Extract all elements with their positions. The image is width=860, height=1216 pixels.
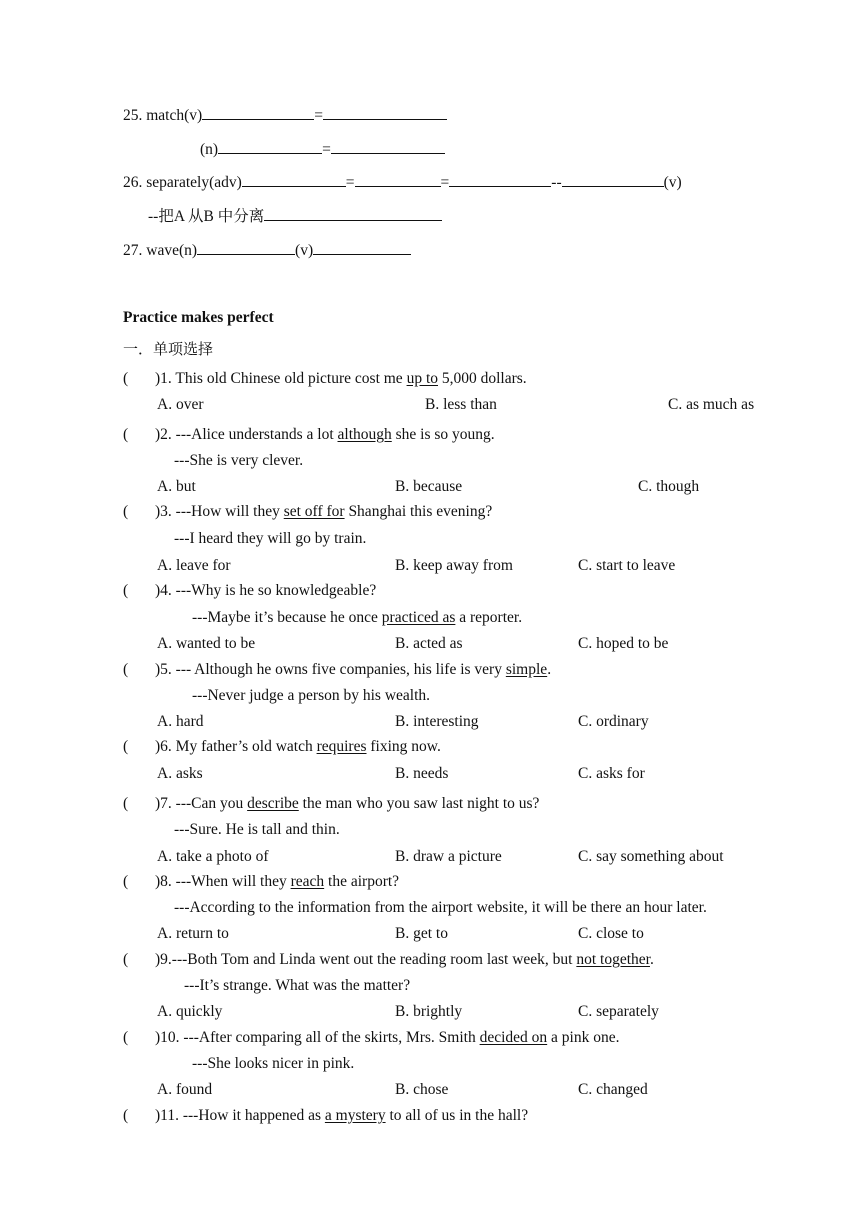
question-number: )9. (155, 951, 172, 968)
option-b[interactable]: B. needs (395, 765, 449, 782)
answer-paren[interactable]: ( (123, 873, 129, 890)
option-a[interactable]: A. return to (157, 925, 229, 942)
vocab-25-word: 25. match(v) (123, 107, 203, 124)
question-text: she is so young. (391, 426, 495, 443)
option-a[interactable]: A. over (157, 396, 204, 413)
section-title: Practice makes perfect (123, 309, 274, 326)
dialogue-reply (192, 686, 430, 706)
option-c[interactable]: C. though (638, 478, 700, 495)
answer-blank[interactable] (562, 172, 664, 187)
option-b[interactable]: B. chose (395, 1081, 449, 1098)
option-b[interactable]: B. draw a picture (395, 848, 502, 865)
underlined-phrase: describe (247, 795, 299, 812)
option-c[interactable]: C. changed (578, 1081, 648, 1098)
underlined-phrase: a mystery (324, 1107, 386, 1124)
question-text: ---Can you (175, 795, 248, 812)
answer-blank[interactable] (264, 206, 442, 221)
question-stem (155, 872, 399, 892)
underlined-phrase: reach (290, 873, 325, 890)
option-a[interactable]: A. found (157, 1081, 213, 1098)
question-stem (155, 502, 492, 522)
question-text: ---When will they (175, 873, 291, 890)
question-text: Shanghai this evening? (344, 503, 493, 520)
option-c[interactable]: C. ordinary (578, 713, 649, 730)
question-number: )6. (155, 738, 176, 755)
option-c[interactable]: C. close to (578, 925, 644, 942)
answer-blank[interactable] (331, 139, 445, 154)
underlined-phrase: decided on (479, 1029, 548, 1046)
vocab-line-26: 26. separately(adv) = = -- (v) (123, 174, 682, 191)
question-number: )11. (155, 1107, 183, 1124)
question-text: ---Why is he so knowledgeable? (175, 582, 377, 599)
vocab-26-word: 26. separately(adv) (123, 174, 242, 191)
option-a[interactable]: A. quickly (157, 1003, 223, 1020)
underlined-phrase: up to (406, 370, 438, 387)
dialogue-reply (192, 1054, 354, 1074)
question-text: ---Alice understands a lot (175, 426, 338, 443)
option-c[interactable]: C. asks for (578, 765, 645, 782)
option-a[interactable]: A. hard (157, 713, 204, 730)
question-number: )1. (155, 370, 176, 387)
answer-paren[interactable]: ( (123, 503, 129, 520)
option-a[interactable]: A. but (157, 478, 196, 495)
question-stem (155, 737, 441, 757)
dialogue-reply (174, 529, 366, 549)
question-stem (155, 794, 539, 814)
option-c[interactable]: C. say something about (578, 848, 724, 865)
option-a[interactable]: A. leave for (157, 557, 231, 574)
answer-paren[interactable]: ( (123, 370, 129, 387)
question-text: the man who you saw last night to us? (298, 795, 540, 812)
vocab-line-26-phrase: --把A 从B 中分离 (148, 206, 442, 227)
dialogue-reply (184, 976, 410, 996)
question-text: ---After comparing all of the skirts, Mrs. Smith (183, 1029, 480, 1046)
question-text: a pink one. (547, 1029, 620, 1046)
question-stem (155, 1028, 620, 1048)
question-number: )4. (155, 582, 176, 599)
reply-text: ---Never judge a person by his wealth. (192, 687, 431, 704)
dialogue-reply (174, 820, 340, 840)
reply-text: ---She is very clever. (174, 452, 304, 469)
answer-paren[interactable]: ( (123, 661, 129, 678)
question-stem (155, 369, 527, 389)
vocab-line-25: 25. match(v) = (123, 105, 447, 126)
question-text: --- Although he owns five companies, his life is very (175, 661, 506, 678)
answer-paren[interactable]: ( (123, 951, 129, 968)
underlined-phrase: practiced as (381, 609, 456, 626)
question-text: . (547, 661, 552, 678)
answer-paren[interactable]: ( (123, 795, 129, 812)
question-text: . (649, 951, 654, 968)
option-a[interactable]: A. take a photo of (157, 848, 269, 865)
underlined-phrase: set off for (283, 503, 345, 520)
option-b[interactable]: B. interesting (395, 713, 479, 730)
answer-blank[interactable] (218, 139, 322, 154)
option-b[interactable]: B. brightly (395, 1003, 463, 1020)
question-number: )2. (155, 426, 176, 443)
answer-blank[interactable] (313, 240, 411, 255)
underlined-phrase: requires (316, 738, 367, 755)
question-text: ---How it happened as (182, 1107, 325, 1124)
answer-paren[interactable]: ( (123, 582, 129, 599)
answer-paren[interactable]: ( (123, 1107, 129, 1124)
question-number: )5. (155, 661, 176, 678)
vocab-line-25-noun: (n) = (200, 139, 445, 160)
reply-text: ---According to the information from the airport website, it will be there an hour later. (174, 899, 707, 916)
answer-blank[interactable] (323, 105, 447, 120)
question-stem (155, 660, 551, 680)
reply-text: ---I heard they will go by train. (174, 530, 367, 547)
question-stem (155, 1106, 528, 1126)
answer-blank[interactable] (449, 172, 551, 187)
question-text: fixing now. (366, 738, 441, 755)
part-title: 一．单项选择 (123, 340, 214, 358)
option-c[interactable]: C. hoped to be (578, 635, 669, 652)
answer-blank[interactable] (355, 172, 441, 187)
dialogue-reply (192, 608, 522, 628)
option-b[interactable]: B. get to (395, 925, 448, 942)
question-text: the airport? (324, 873, 400, 890)
question-text: ---How will they (175, 503, 284, 520)
question-text: ---Both Tom and Linda went out the reading room last week, but (171, 951, 577, 968)
reply-text: ---Maybe it’s because he once (192, 609, 382, 626)
option-c[interactable]: C. separately (578, 1003, 659, 1020)
question-text: 5,000 dollars. (438, 370, 527, 387)
question-text: My father’s old watch (175, 738, 317, 755)
answer-blank[interactable] (202, 105, 314, 120)
option-b[interactable]: B. acted as (395, 635, 463, 652)
underlined-phrase: simple (505, 661, 548, 678)
answer-blank[interactable] (242, 172, 346, 187)
option-c[interactable]: C. start to leave (578, 557, 676, 574)
option-b[interactable]: B. because (395, 478, 463, 495)
option-a[interactable]: A. asks (157, 765, 203, 782)
reply-text: ---Sure. He is tall and thin. (174, 821, 340, 838)
option-c[interactable]: C. as much as (668, 396, 755, 413)
dialogue-reply (174, 898, 707, 918)
vocab-line-27: 27. wave(n) (v) (123, 240, 411, 261)
answer-paren[interactable]: ( (123, 1029, 129, 1046)
question-stem (155, 425, 495, 445)
option-b[interactable]: B. keep away from (395, 557, 513, 574)
question-number: )8. (155, 873, 176, 890)
reply-text: ---She looks nicer in pink. (192, 1055, 355, 1072)
reply-text: a reporter. (455, 609, 523, 626)
question-number: )10. (155, 1029, 184, 1046)
answer-paren[interactable]: ( (123, 426, 129, 443)
question-stem (155, 581, 376, 601)
question-number: )3. (155, 503, 176, 520)
question-number: )7. (155, 795, 176, 812)
vocab-27-word: 27. wave(n) (123, 242, 198, 259)
underlined-phrase: not together (576, 951, 650, 968)
answer-paren[interactable]: ( (123, 738, 129, 755)
option-a[interactable]: A. wanted to be (157, 635, 256, 652)
question-text: This old Chinese old picture cost me (175, 370, 407, 387)
question-text: to all of us in the hall? (385, 1107, 529, 1124)
answer-blank[interactable] (197, 240, 295, 255)
underlined-phrase: although (337, 426, 392, 443)
dialogue-reply (174, 451, 303, 471)
option-b[interactable]: B. less than (425, 396, 497, 413)
reply-text: ---It’s strange. What was the matter? (184, 977, 411, 994)
question-stem (155, 950, 654, 970)
